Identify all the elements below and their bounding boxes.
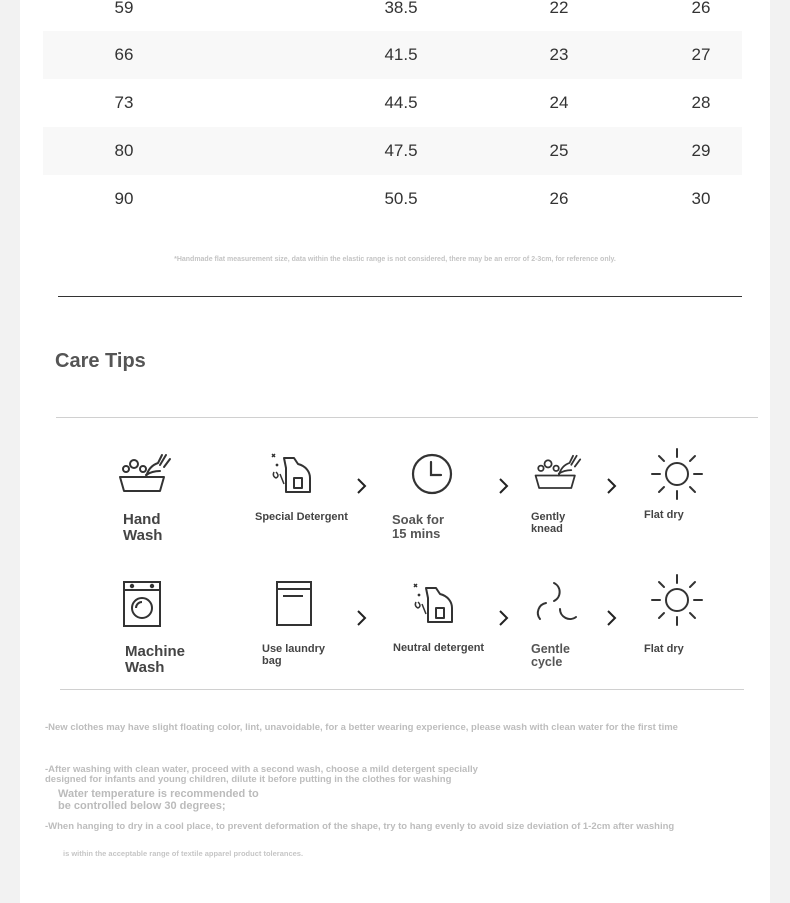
table-row — [43, 175, 742, 223]
hand-wash-label: Hand Wash — [123, 511, 163, 544]
table-cell: 23 — [549, 45, 569, 64]
table-cell: 90 — [114, 189, 134, 208]
hand-wash-basin-icon — [532, 447, 582, 495]
washing-machine-icon — [122, 580, 164, 628]
step-label: Flat dry — [644, 509, 684, 521]
table-row — [43, 31, 742, 79]
care-tip: -New clothes may have slight floating color, lint, unavoidable, for a better wearing experience, please wash with clean water for the first time — [45, 722, 678, 733]
sun-icon — [650, 573, 704, 627]
table-cell: 59 — [114, 0, 134, 17]
detergent-bottle-icon — [410, 578, 458, 626]
table-cell: 73 — [114, 93, 134, 112]
chevron-right-icon — [497, 608, 511, 628]
step-label: Gently knead — [531, 511, 566, 535]
step-label: Soak for 15 mins — [392, 512, 445, 541]
table-cell: 22 — [549, 0, 569, 17]
table-cell: 47.5 — [384, 141, 418, 160]
sun-icon — [650, 447, 704, 501]
care-tip: Water temperature is recommended to be controlled below 30 degrees; — [58, 788, 259, 812]
step-label: Flat dry — [644, 643, 684, 655]
product-detail-page — [20, 0, 770, 903]
table-cell: 66 — [114, 45, 134, 64]
step-label: Special Detergent — [255, 511, 348, 523]
step-label: Gentle cycle — [531, 642, 570, 670]
chevron-right-icon — [605, 476, 619, 496]
chevron-right-icon — [605, 608, 619, 628]
chevron-right-icon — [355, 608, 369, 628]
care-tip: is within the acceptable range of textile apparel product tolerances. — [63, 849, 304, 858]
table-cell: 26 — [549, 189, 569, 208]
table-cell: 50.5 — [384, 189, 418, 208]
table-row — [43, 79, 742, 127]
divider — [56, 417, 758, 418]
table-cell: 25 — [549, 141, 569, 160]
divider — [60, 689, 744, 690]
table-cell: 24 — [549, 93, 569, 112]
step-label: Neutral detergent — [393, 642, 485, 654]
table-cell: 27 — [691, 45, 711, 64]
hand-wash-basin-icon — [116, 447, 172, 497]
table-cell: 30 — [691, 189, 711, 208]
laundry-bag-icon — [275, 580, 315, 628]
detergent-bottle-icon — [268, 448, 316, 496]
table-cell: 41.5 — [384, 45, 418, 64]
table-row — [43, 0, 742, 32]
care-tips-title: Care Tips — [55, 350, 146, 372]
care-tip: -After washing with clean water, proceed with a second wash, choose a mild detergent specially designed for infants and young children, dilute it before putting in the clothes for washing — [45, 764, 478, 785]
table-cell: 28 — [691, 93, 711, 112]
table-cell: 29 — [691, 141, 711, 160]
machine-wash-label: Machine Wash — [125, 643, 186, 676]
table-cell: 44.5 — [384, 93, 418, 112]
table-cell: 38.5 — [384, 0, 418, 17]
table-cell: 26 — [691, 0, 711, 17]
chevron-right-icon — [497, 476, 511, 496]
step-label: Use laundry bag — [262, 643, 325, 667]
care-tip: -When hanging to dry in a cool place, to prevent deformation of the shape, try to hang evenly to avoid size deviation of 1-2cm after washing — [45, 821, 675, 832]
table-cell: 80 — [114, 141, 134, 160]
divider — [58, 296, 742, 297]
gentle-cycle-icon — [534, 579, 580, 625]
clock-icon — [410, 452, 454, 496]
table-row — [43, 127, 742, 175]
measurement-note: *Handmade flat measurement size, data within the elastic range is not considered, there may be an error of 2-3cm, for reference only. — [174, 256, 616, 263]
chevron-right-icon — [355, 476, 369, 496]
